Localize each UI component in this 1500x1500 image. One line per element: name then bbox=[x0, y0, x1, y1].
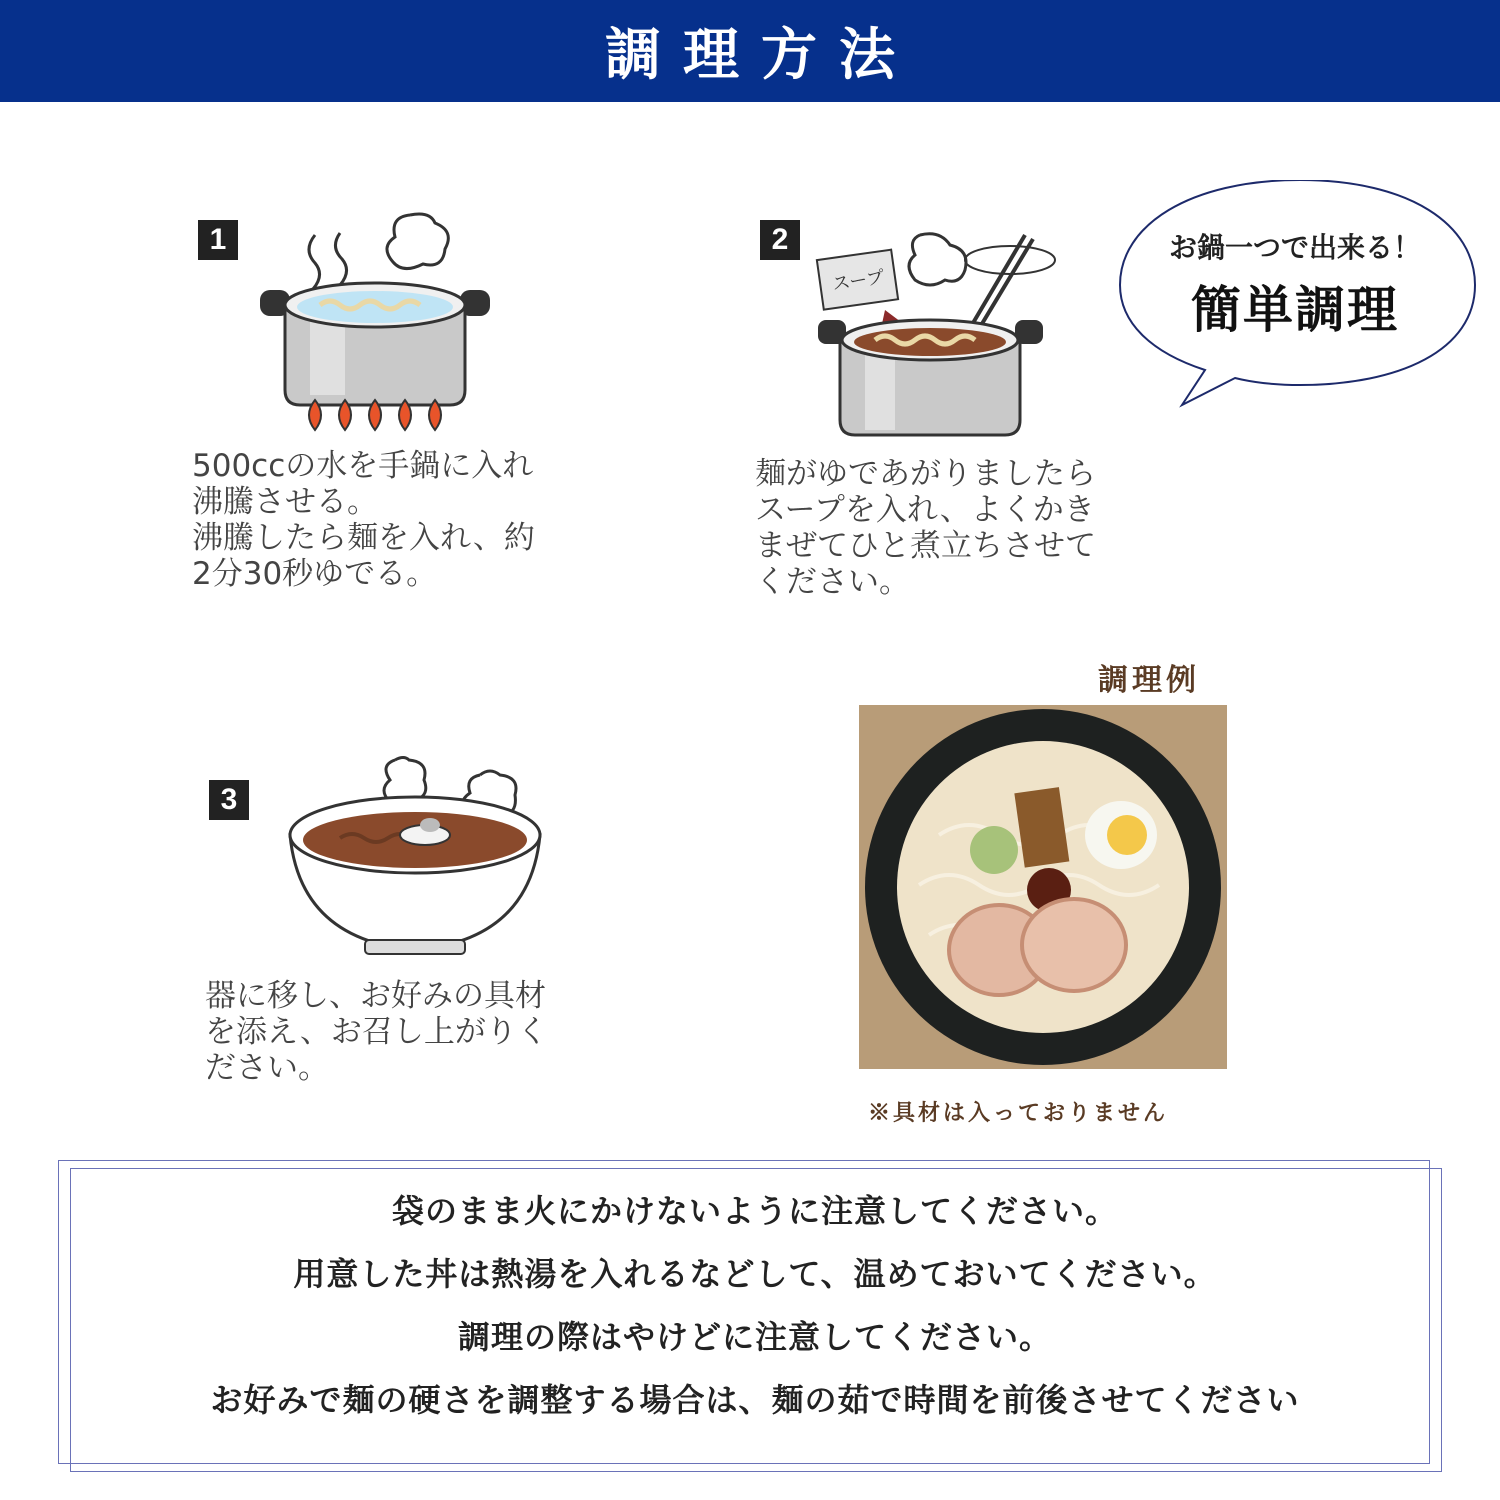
bubble-title: 簡単調理 bbox=[1191, 281, 1399, 339]
pot-with-soup-icon bbox=[810, 215, 1060, 445]
ramen-bowl-icon bbox=[280, 750, 550, 960]
step-2-text: 麺がゆであがりましたら スープを入れ、よくかき まぜてひと煮立ちさせて ください。 bbox=[755, 456, 1096, 600]
soup-packet-label: スープ bbox=[830, 267, 886, 296]
page-title: 調理方法 bbox=[605, 22, 917, 88]
boiling-pot-icon bbox=[250, 205, 500, 435]
notice-line: 袋のまま火にかけないように注意してください。 bbox=[391, 1192, 1118, 1230]
ramen-example-photo bbox=[859, 705, 1227, 1069]
example-note: ※具材は入っておりません bbox=[868, 1100, 1169, 1126]
bubble-subtitle: お鍋一つで出来る！ bbox=[1168, 231, 1421, 264]
step-1-text: 500ccの水を手鍋に入れ 沸騰させる。 沸騰したら麺を入れ、約 2分30秒ゆでる。 bbox=[192, 448, 535, 592]
step-3-badge: 3 bbox=[209, 780, 249, 820]
notice-box bbox=[70, 1180, 1440, 1432]
notice-line: お好みで麺の硬さを調整する場合は、麺の茹で時間を前後させてください bbox=[210, 1381, 1300, 1419]
notice-line: 調理の際はやけどに注意してください。 bbox=[457, 1318, 1052, 1356]
header-bar bbox=[0, 0, 1500, 102]
notice-line: 用意した丼は熱湯を入れるなどして、温めておいてください。 bbox=[293, 1255, 1217, 1293]
step-1-badge: 1 bbox=[198, 220, 238, 260]
step-2-badge: 2 bbox=[760, 220, 800, 260]
example-label: 調理例 bbox=[1098, 663, 1200, 698]
step-3-text: 器に移し、お好みの具材 を添え、お召し上がりく ださい。 bbox=[205, 978, 548, 1086]
